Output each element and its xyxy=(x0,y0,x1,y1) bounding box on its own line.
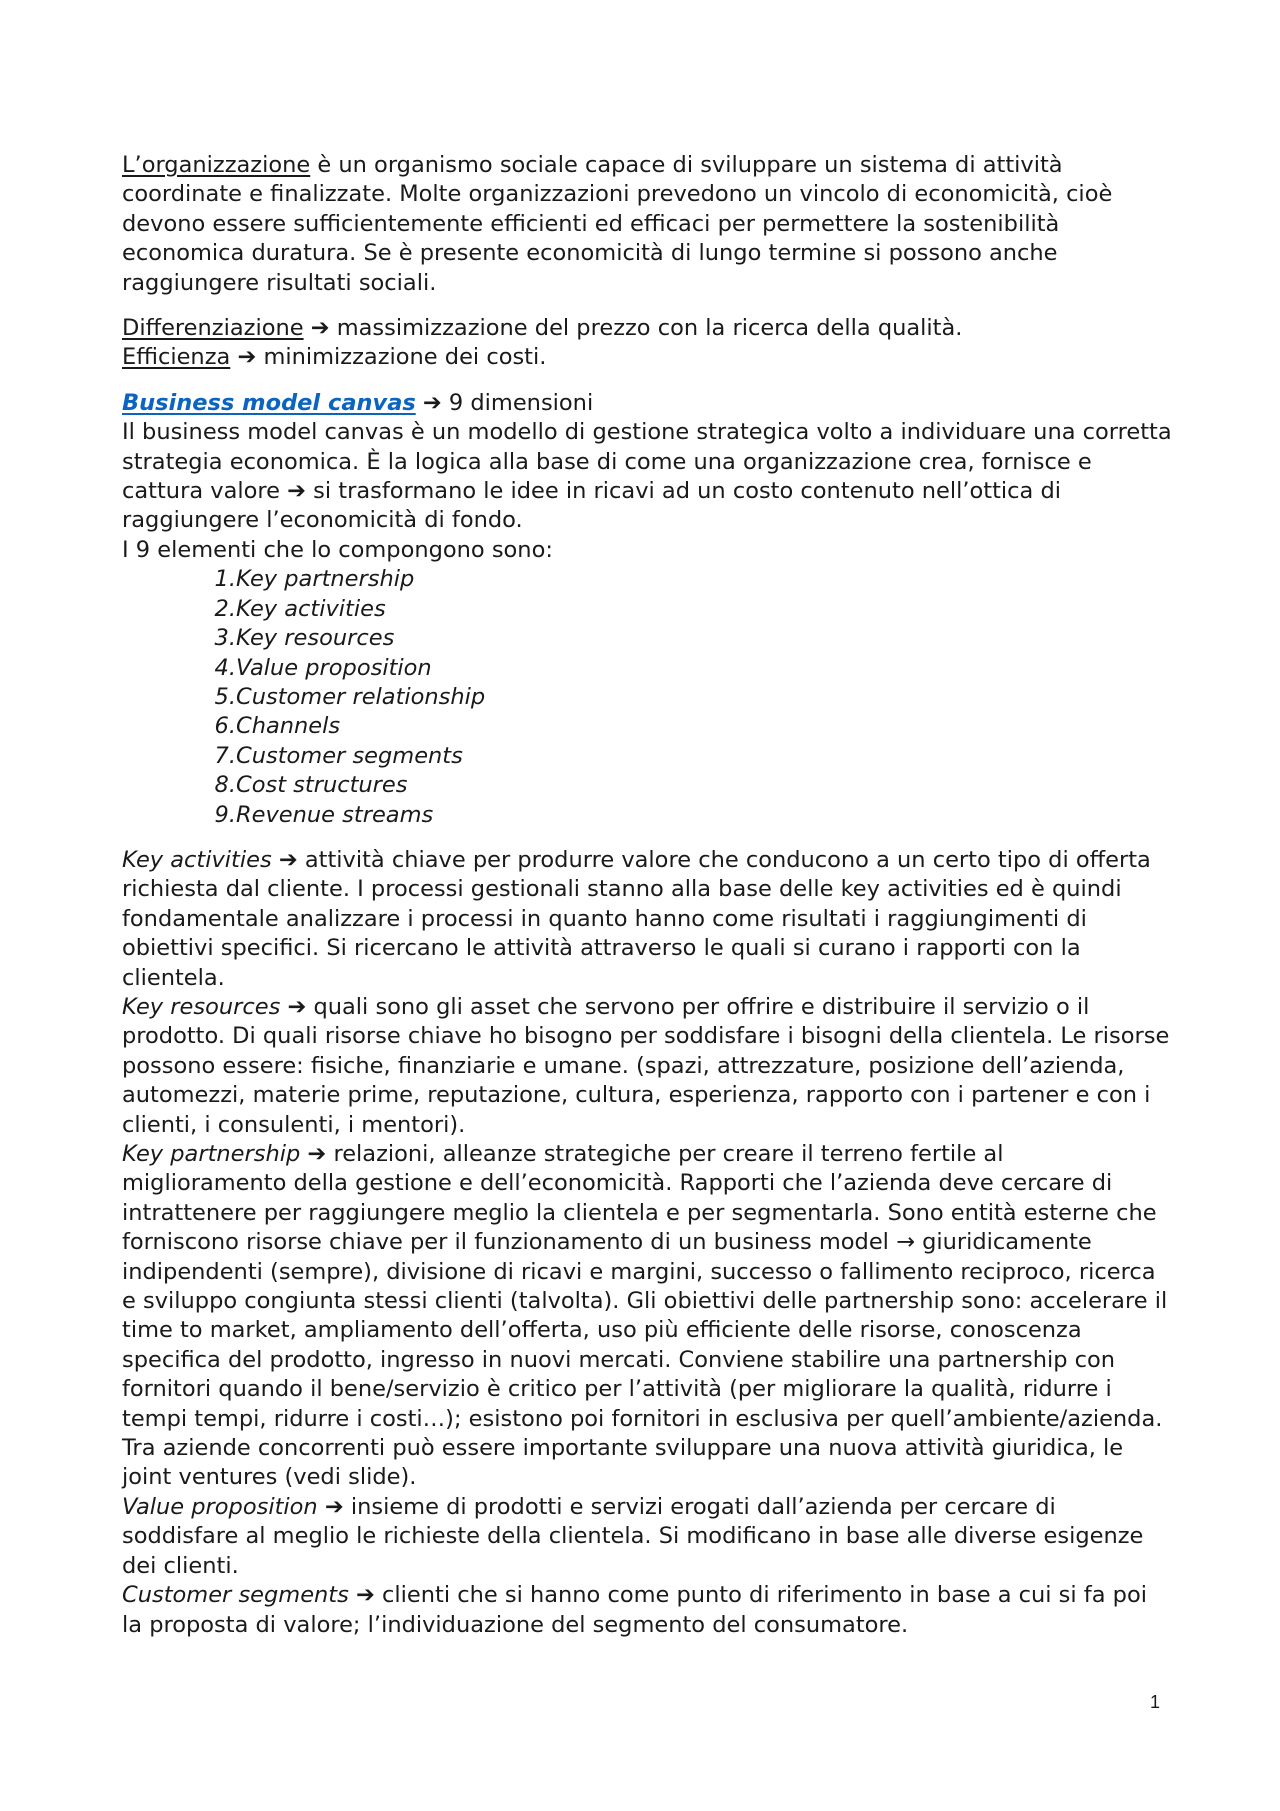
list-item xyxy=(214,565,1172,594)
intro-text: è un organismo sociale capace di sviluppare un sistema di attività coordinate e finalizzate. Molte organizzazioni prevedono un vincolo di economicità, cioè devono essere sufficientemente efficienti ed efficaci per permettere la sostenibilità economica duratura. Se è presente economicità di lungo termine si possono anche raggiungere risultati sociali. xyxy=(122,152,1113,296)
list-item-label: Key activities xyxy=(236,595,386,622)
definition-differenziazione xyxy=(122,314,1172,343)
list-item-number: 9. xyxy=(214,801,236,828)
bmc-list-intro: I 9 elementi che lo compongono sono: xyxy=(122,536,553,563)
definition-text: ➔ massimizzazione del prezzo con la ricerca della qualità. xyxy=(303,315,963,342)
detail-key-activities xyxy=(122,846,1172,993)
list-item-label: Key resources xyxy=(236,625,395,652)
detail-key-partnership xyxy=(122,1140,1172,1493)
bmc-section xyxy=(122,389,1172,830)
list-item-label: Customer segments xyxy=(236,742,463,769)
list-item-number: 7. xyxy=(214,742,236,769)
list-item-number: 4. xyxy=(214,654,236,681)
list-item xyxy=(214,712,1172,741)
list-item-number: 5. xyxy=(214,683,236,710)
list-item-number: 1. xyxy=(214,566,236,593)
list-item xyxy=(214,742,1172,771)
bmc-heading-line xyxy=(122,389,1172,418)
list-item-label: Revenue streams xyxy=(236,801,434,828)
definition-term: Efficienza xyxy=(122,344,231,371)
list-item-label: Value proposition xyxy=(236,654,432,681)
list-item-label: Key partnership xyxy=(236,566,415,593)
list-item xyxy=(214,771,1172,800)
list-item-label: Customer relationship xyxy=(236,683,486,710)
detail-text: ➔ insieme di prodotti e servizi erogati dall’azienda per cercare di soddisfare al meglio le richieste della clientela. Si modificano in base alle diverse esigenze dei clienti. xyxy=(122,1493,1144,1579)
detail-term: Key activities xyxy=(122,846,272,873)
detail-term: Value proposition xyxy=(122,1493,318,1520)
detail-value-proposition xyxy=(122,1493,1172,1581)
document-body xyxy=(122,151,1172,1640)
bmc-elements-list xyxy=(122,565,1172,830)
bmc-description: Il business model canvas è un modello di gestione strategica volto a individuare una corretta strategia economica. È la logica alla base di come una organizzazione crea, fornisce e cattura valore ➔ si trasformano le idee in ricavi ad un costo contenuto nell’ottica di raggiungere l’economicità di fondo. xyxy=(122,419,1172,534)
list-item-number: 2. xyxy=(214,595,236,622)
detail-text: ➔ clienti che si hanno come punto di riferimento in base a cui si fa poi la proposta di valore; l’individuazione del segmento del consumatore. xyxy=(122,1582,1147,1638)
detail-term: Key partnership xyxy=(122,1141,301,1167)
list-item xyxy=(214,595,1172,624)
definition-efficienza xyxy=(122,343,1172,372)
bmc-heading-link[interactable]: Business model canvas xyxy=(122,389,416,416)
list-item-number: 3. xyxy=(214,625,236,652)
detail-text: ➔ attività chiave per produrre valore che conducono a un certo tipo di offerta richiesta dal cliente. I processi gestionali stanno alla base delle key activities ed è quindi fondamentale analizzare i processi in quanto hanno come risultati i raggiungimenti di obiettivi specifici. Si ricercano le attività attraverso le quali si curano i rapporti con la clientela. xyxy=(122,846,1151,991)
intro-term: L’organizzazione xyxy=(122,152,311,178)
bmc-heading-suffix: ➔ 9 dimensioni xyxy=(415,389,594,416)
list-item xyxy=(214,801,1172,830)
detail-key-resources xyxy=(122,993,1172,1140)
detail-term: Customer segments xyxy=(122,1582,349,1609)
details-section xyxy=(122,846,1172,1640)
list-item-label: Cost structures xyxy=(236,772,408,799)
detail-customer-segments xyxy=(122,1581,1172,1640)
page-number: 1 xyxy=(1150,1692,1161,1712)
detail-term: Key resources xyxy=(122,993,281,1020)
list-item xyxy=(214,654,1172,683)
definitions-block xyxy=(122,314,1172,373)
list-item xyxy=(214,624,1172,653)
list-item-label: Channels xyxy=(236,713,341,740)
list-item-number: 8. xyxy=(214,772,236,799)
intro-paragraph xyxy=(122,151,1172,298)
detail-text: ➔ quali sono gli asset che servono per offrire e distribuire il servizio o il prodotto. Di quali risorse chiave ho bisogno per soddisfare i bisogni della clientela. Le risorse possono essere: fisiche, finanziarie e umane. (spazi, attrezzature, posizione dell’azienda, automezzi, materie prime, reputazione, cultura, esperienza, rapporto con i partener e con i clienti, i consulenti, i mentori). xyxy=(122,993,1170,1138)
detail-text: ➔ relazioni, alleanze strategiche per creare il terreno fertile al miglioramento della gestione e dell’economicità. Rapporti che l’azienda deve cercare di intrattenere per raggiungere meglio la clientela e per segmentarla. Sono entità esterne che forniscono risorse chiave per il funzionamento di un business model → giuridicamente indipendenti (sempre), divisione di ricavi e margini, successo o fallimento reciproco, ricerca e sviluppo congiunta stessi clienti (talvolta). Gli obiettivi delle partnership sono: accelerare il time to market, ampliamento dell’offerta, uso più efficiente delle risorse, conoscenza specifica del prodotto, ingresso in nuovi mercati. Conviene stabilire una partnership con fornitori quando il bene/servizio è critico per l’attività (per migliorare la qualità, ridurre i tempi tempi, ridurre i costi…); esistono poi fornitori in esclusiva per quell’ambiente/azienda. Tra aziende concorrenti può essere importante sviluppare una nuova attività giuridica, le joint ventures (vedi slide). xyxy=(122,1141,1168,1491)
list-item-number: 6. xyxy=(214,713,236,740)
definition-term: Differenziazione xyxy=(122,315,304,342)
definition-text: ➔ minimizzazione dei costi. xyxy=(230,344,547,371)
list-item xyxy=(214,683,1172,712)
